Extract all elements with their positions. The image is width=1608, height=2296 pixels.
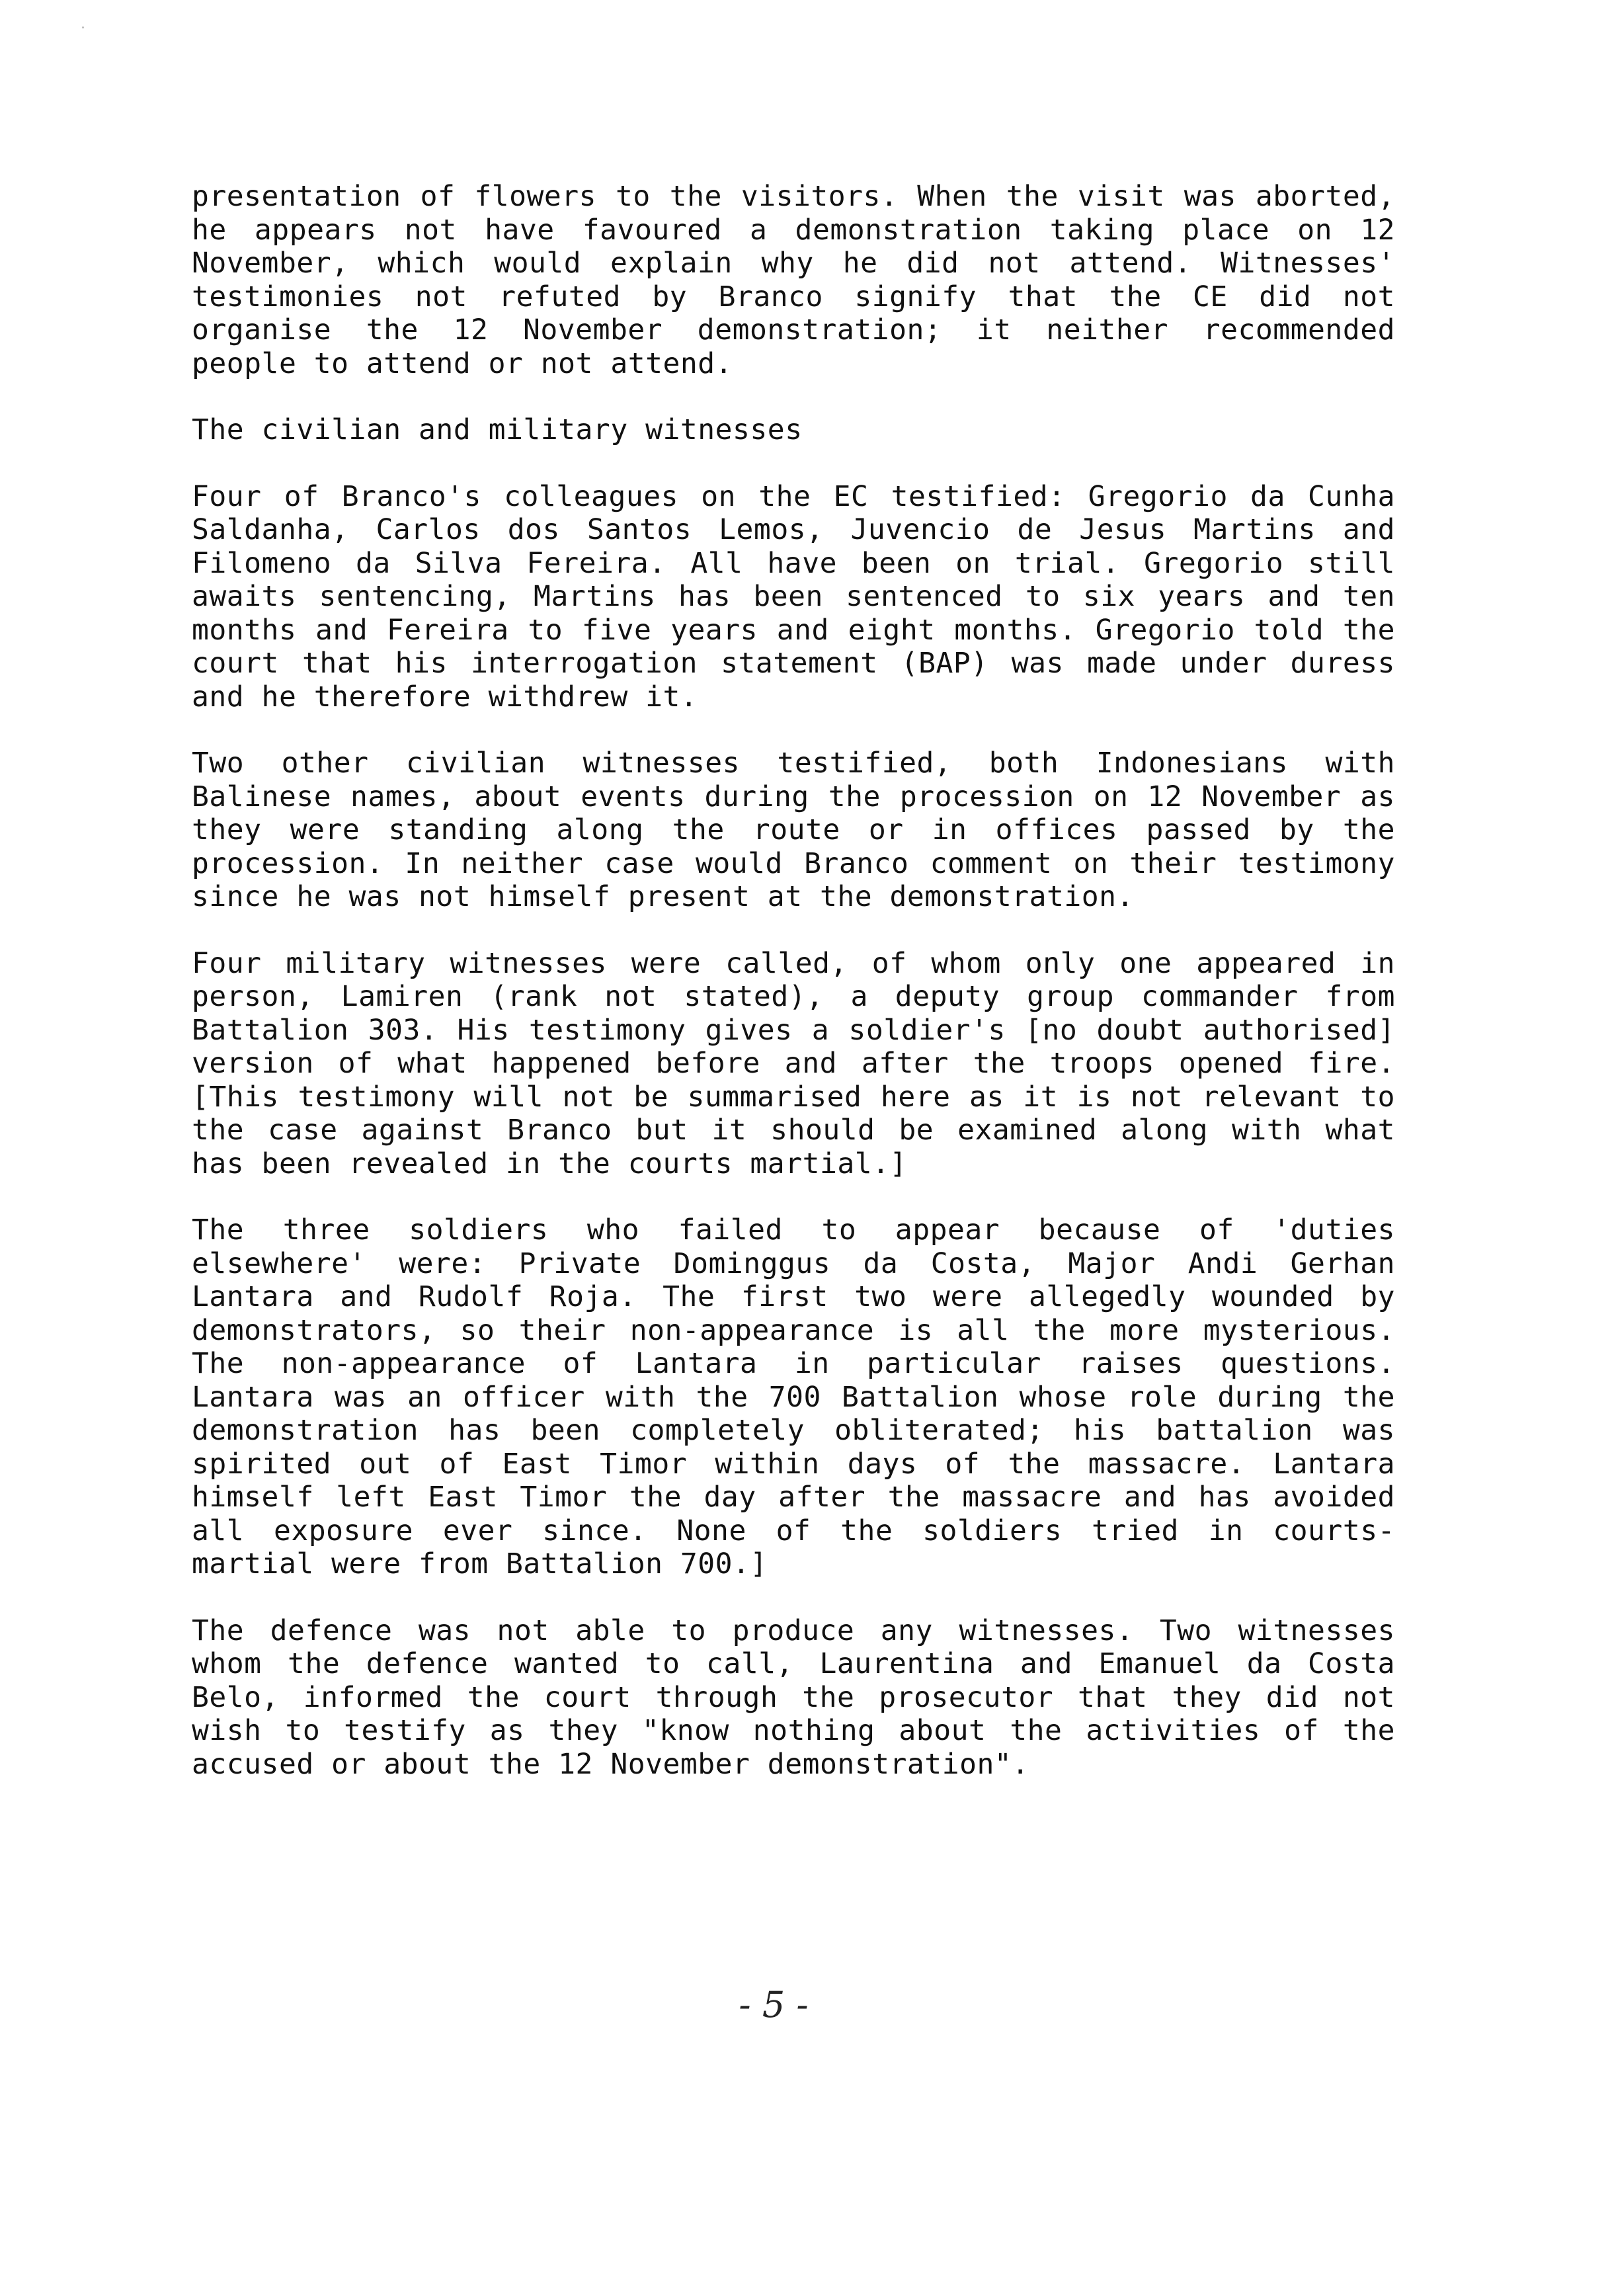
paragraph-defence-witnesses: The defence was not able to produce any witnesses. Two witnesses whom the defence wanted to call, Laurentina and Emanuel da Costa Belo, informed the court through the prosecutor that they did not wish to testify as they "know nothing about the activities of the accused or about the 12 November demonstration".	[192, 1614, 1395, 1781]
paragraph-absent-soldiers: The three soldiers who failed to appear because of 'duties elsewhere' were: Private Dominggus da Costa, Major Andi Gerhan Lantara and Rudolf Roja. The first two were allegedly wounded by demonstrators, so their non-appearance is all the more mysterious. The non-appearance of Lantara in particular raises questions. Lantara was an officer with the 700 Battalion whose role during the demonstration has been completely obliterated; his battalion was spirited out of East Timor within days of the massacre. Lantara himself left East Timor the day after the massacre and has avoided all exposure ever since. None of the soldiers tried in courts-martial were from Battalion 700.]	[192, 1213, 1395, 1580]
section-heading-witnesses: The civilian and military witnesses	[192, 413, 803, 446]
page-number: - 5 -	[739, 1984, 809, 2026]
scan-speck	[82, 26, 84, 28]
paragraph-military-witnesses: Four military witnesses were called, of whom only one appeared in person, Lamiren (rank not stated), a deputy group commander from Battalion 303. His testimony gives a soldier's [no doubt authorised] version of what happened before and after the troops opened fire. [This testimony will not be summarised here as it is not relevant to the case against Branco but it should be examined along with what has been revealed in the courts martial.]	[192, 946, 1395, 1180]
paragraph-civilian-witnesses: Two other civilian witnesses testified, both Indonesians with Balinese names, about events during the procession on 12 November as they were standing along the route or in offices passed by the procession. In neither case would Branco comment on their testimony since he was not himself present at the demonstration.	[192, 747, 1395, 913]
document-body	[192, 180, 1395, 1814]
paragraph-ec-colleagues: Four of Branco's colleagues on the EC testified: Gregorio da Cunha Saldanha, Carlos dos Santos Lemos, Juvencio de Jesus Martins and Filomeno da Silva Fereira. All have been on trial. Gregorio still awaits sentencing, Martins has been sentenced to six years and ten months and Fereira to five years and eight months. Gregorio told the court that his interrogation statement (BAP) was made under duress and he therefore withdrew it.	[192, 479, 1395, 714]
paragraph-visit-aborted: presentation of flowers to the visitors. When the visit was aborted, he appears not have favoured a demonstration taking place on 12 November, which would explain why he did not attend. Witnesses' testimonies not refuted by Branco signify that the CE did not organise the 12 November demonstration; it neither recommended people to attend or not attend.	[192, 180, 1395, 380]
